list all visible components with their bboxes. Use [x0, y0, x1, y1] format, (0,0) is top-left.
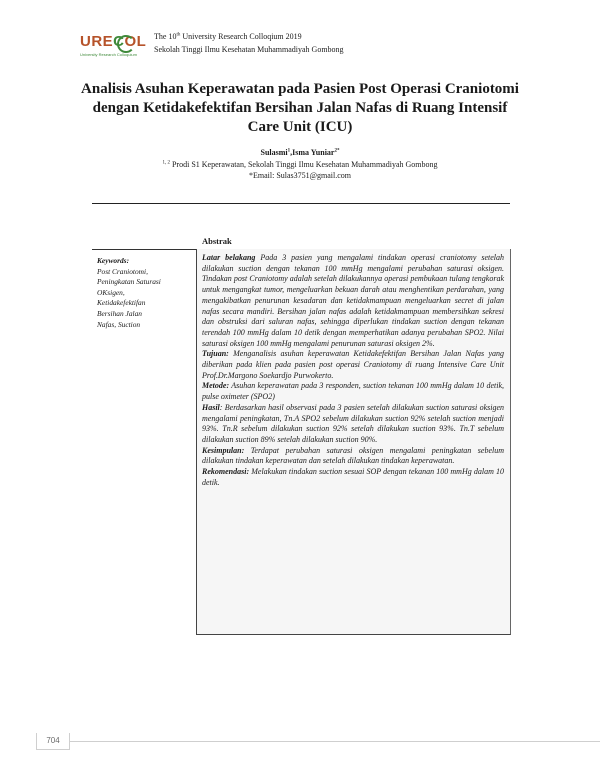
affiliation-line: $^{1, 2}$ Prodi S1 Keperawatan, Sekolah Tinggi Ilmu Kesehatan Muhammadiyah Gombong	[162, 160, 438, 169]
urecol-logo	[80, 33, 148, 61]
footer-divider	[68, 741, 600, 742]
abstract-recommendation: Rekomendasi: Melakukan tindakan suction sesuai SOP dengan tekanan 100 mmHg dalam 10 detik.	[202, 467, 504, 487]
abstract-method: Metode: Asuhan keperawatan pada 3 responden, suction tekanan 100 mmHg dalam 10 detik, pulse oximeter (SPO2)	[202, 381, 504, 402]
keyword-item: Nafas, Suction	[97, 319, 141, 329]
abstract-results: Hasil: Berdasarkan hasil observasi pada 3 pasien setelah dilakukan suction saturasi oksigen mengalami peningkatan, Tn.A SPO2 sebelum dilakukan suction 92% setelah suction menjadi 93%. Tn.R sebelum dilakukan suction 92% setelah dilakukan suction 93%. Tn.T sebelum dilakukan suction 89% setelah dilakukan suction 90%.	[202, 402, 504, 444]
page-header	[80, 32, 520, 62]
author-line: Sulasmi$^1$,Isma Yuniar$^{2*}$	[260, 148, 340, 157]
contact-email: *Email: Sulas3751@gmail.com	[248, 171, 352, 180]
abstract-heading: Abstrak	[202, 236, 232, 246]
keyword-item: OKsigen,	[97, 287, 125, 297]
paper-title: Analisis Asuhan Keperawatan pada Pasien Post Operasi Craniotomi dengan Ketidakefektifan Bersihan Jalan Nafas di Ruang Intensif Care Unit (ICU)	[81, 81, 519, 135]
top-divider	[92, 203, 510, 204]
conference-institution: Sekolah Tinggi Ilmu Kesehatan Muhammadiyah Gombong	[154, 45, 344, 54]
keyword-item: Peningkatan Saturasi	[97, 277, 161, 287]
abstract-conclusion: Kesimpulan: Terdapat perubahan saturasi oksigen mengalami peningkatan sebelum dilakukan tindakan keperawatan dan setelah dilakukan tindakan keperawatan.	[202, 445, 504, 466]
keyword-item: Ketidakefektifan	[97, 298, 146, 308]
logo-swoosh-icon	[117, 35, 135, 53]
keyword-item: Post Craniotomi,	[97, 266, 148, 276]
abstract-objective: Tujuan: Menganalisis asuhan keperawatan Ketidakefektifan Bersihan Jalan Nafas yang diberikan pada klien pada pasien post operasi Craniotomy di ruang Intensive Care Unit Prof.Dr.Margono Soekardjo Purwokerto.	[202, 349, 504, 380]
logo-wordmark: URECOL	[80, 33, 147, 50]
abstract-background: Latar belakang Pada 3 pasien yang mengalami tindakan operasi craniotomy setelah dilakukan suction dengan tekanan 100 mmHg mengalami perubahan saturasi oksigen. Tindakan post Craniotomy adalah setelah dilakukannya operasi pembukaan tulang tengkorak untuk mengangkat tumor, mengeluarkan bekuan darah atau menghentikan perdarahan, yang mengakibatkan penurunan kesadaran dan ketidakmampuan mengeluarkan secret di jalan nafas secara mandiri. Bersihan jalan nafas adalah ketidakmampuan membersihkan sekresi dan obstruksi dari saluran nafas, sehingga diperlukan tindakan suction dengan tekanan terendah 100 mmHg dalam 10 detik dengan memperhatikan adanya perubahan SPO2. Nilai saturasi oksigen 100 mmHg mengalami penurunan saturasi oksigen 2%.	[202, 253, 504, 348]
conference-name: The 10th University Research Colloqium 2019	[154, 32, 302, 41]
abstract-body	[202, 253, 504, 488]
keyword-item: Bersihan Jalan	[97, 308, 142, 318]
logo-tagline: University Research Colloquium	[80, 52, 137, 57]
keywords-block	[97, 256, 195, 330]
page-number: 704	[36, 733, 70, 750]
keywords-title: Keywords:	[97, 256, 130, 265]
